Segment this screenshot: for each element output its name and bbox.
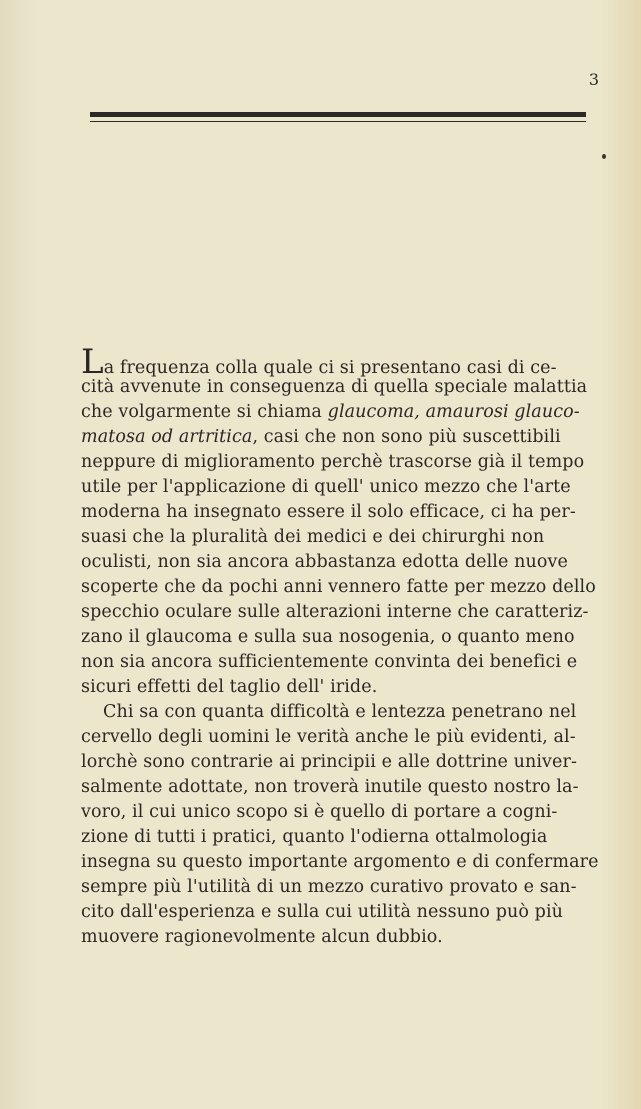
header-rule-thin [90,121,586,122]
text-line: suasi che la pluralità dei medici e dei chirurghi non [81,527,545,547]
text-line: sempre più l'utilità di un mezzo curativo provato e san- [81,877,577,897]
text-line: matosa od artritica, casi che non sono più suscettibili [81,427,561,447]
paragraph-2 [81,700,621,950]
text-line: oculisti, non sia ancora abbastanza edotta delle nuove [81,552,568,572]
text-line: muovere ragionevolmente alcun dubbio. [81,927,443,947]
italic-term: glaucoma, amaurosi glauco- [327,402,580,422]
text-line: neppure di miglioramento perchè trascorse già il tempo [81,452,585,472]
body-text [81,342,621,950]
text-line: zione di tutti i pratici, quanto l'odierna ottalmologia [81,827,548,847]
text-line: scoperte che da pochi anni vennero fatte per mezzo dello [81,577,596,597]
text-line: La frequenza colla quale ci si presentano casi di ce- [81,342,557,382]
header-rule-thick [90,112,586,117]
text-line: cito dall'esperienza e sulla cui utilità nessuno può più [81,902,564,922]
text-line: non sia ancora sufficientemente convinta dei benefici e [81,652,578,672]
text-line: specchio oculare sulle alterazioni interne che caratteriz- [81,602,589,622]
text-line: zano il glaucoma e sulla sua nosogenia, o quanto meno [81,627,575,647]
text-line: voro, il cui unico scopo si è quello di portare a cogni- [81,802,558,822]
text-line: insegna su questo importante argomento e di confermare [81,852,599,872]
text-line: cità avvenute in conseguenza di quella speciale malattia [81,377,588,397]
drop-cap: L [81,342,104,382]
text-line: moderna ha insegnato essere il solo efficace, ci ha per- [81,502,576,522]
text-line: sicuri effetti del taglio dell' iride. [81,677,378,697]
text-line: utile per l'applicazione di quell' unico mezzo che l'arte [81,477,571,497]
paragraph-1 [81,342,621,700]
ink-speck [602,154,606,159]
text-line: cervello degli uomini le verità anche le più evidenti, al- [81,727,576,747]
text-line: che volgarmente si chiama glaucoma, amaurosi glauco- [81,402,580,422]
text-line: lorchè sono contrarie ai principii e alle dottrine univer- [81,752,577,772]
page-number: 3 [588,70,599,89]
text-line: Chi sa con quanta difficoltà e lentezza penetrano nel [103,702,577,722]
italic-term: matosa od artritica [81,427,253,447]
text-line: salmente adottate, non troverà inutile questo nostro la- [81,777,579,797]
